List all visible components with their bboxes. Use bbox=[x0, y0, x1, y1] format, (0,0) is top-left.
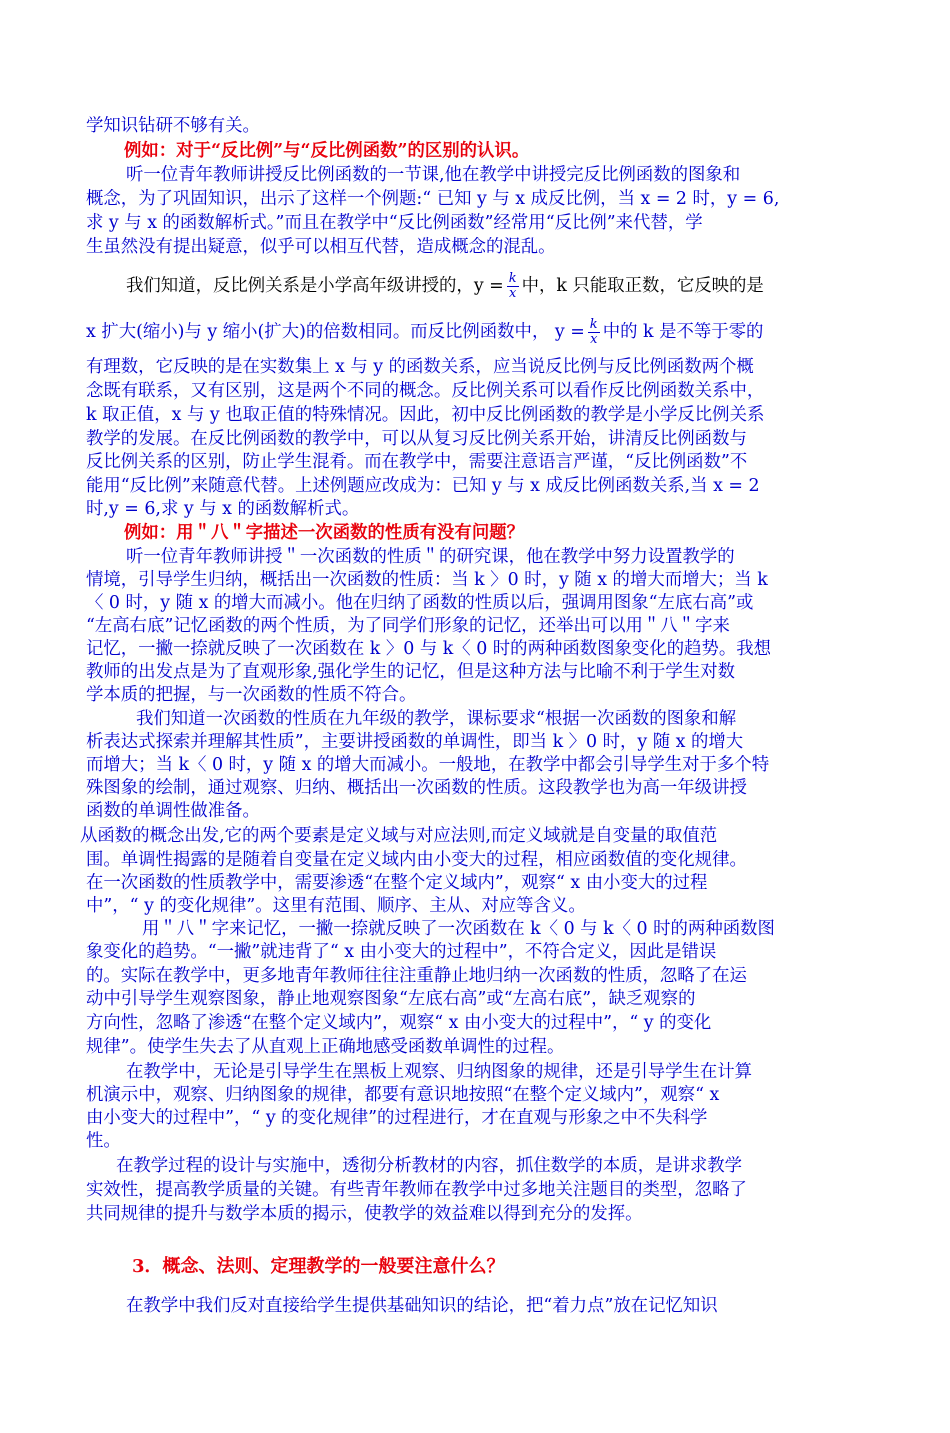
text-line: 在教学中，无论是引导学生在黑板上观察、归纳图象的规律，还是引导学生在计算 bbox=[126, 1062, 753, 1082]
text-line: 在教学过程的设计与实施中，透彻分析教材的内容，抓住数学的本质，是讲求教学 bbox=[116, 1156, 743, 1176]
text-line: 从函数的概念出发,它的两个要素是定义域与对应法则,而定义域就是自变量的取值范 bbox=[80, 826, 718, 846]
text-line: 有理数，它反映的是在实数集上 x 与 y 的函数关系，应当说反比例与反比例函数两个概 bbox=[86, 357, 754, 377]
text-line: 函数的单调性做准备。 bbox=[86, 801, 260, 821]
text-line: 用＂八＂字来记忆，一撇一捺就反映了一次函数在 k〈 0 与 k〈 0 时的两种函数图 bbox=[142, 919, 775, 939]
text-line: 学本质的把握，与一次函数的性质不符合。 bbox=[86, 685, 417, 705]
text-line: “左高右底”记忆函数的两个性质，为了同学们形象的记忆，还举出可以用＂八＂字来 bbox=[86, 616, 730, 636]
text-line: 共同规律的提升与数学本质的揭示，使教学的效益难以得到充分的发挥。 bbox=[86, 1204, 643, 1224]
text-line: 机演示中，观察、归纳图象的规律，都要有意识地按照“在整个定义域内”，观察“ x bbox=[86, 1085, 720, 1105]
text-line bbox=[86, 318, 763, 347]
text-line: 听一位青年教师讲授＂一次函数的性质＂的研究课，他在教学中努力设置教学的 bbox=[126, 547, 735, 567]
text-segment: x 扩大(缩小)与 y 缩小(扩大)的倍数相同。而反比例函数中， y = bbox=[86, 322, 585, 342]
text-line: 实效性，提高教学质量的关键。有些青年教师在教学中过多地关注题目的类型，忽略了 bbox=[86, 1180, 747, 1200]
text-line: 念既有联系，又有区别，这是两个不同的概念。反比例关系可以看作反比例函数关系中， bbox=[86, 381, 765, 401]
text-line: 中”，“ y 的变化规律”。这里有范围、顺序、主从、对应等含义。 bbox=[86, 896, 586, 916]
text-line: 教学的发展。在反比例函数的教学中，可以从复习反比例关系开始，讲清反比例函数与 bbox=[86, 429, 747, 449]
text-segment: 中，k 只能取正数，它反映的是 bbox=[521, 276, 764, 296]
text-line: 的。实际在教学中，更多地青年教师往往注重静止地归纳一次函数的性质，忽略了在运 bbox=[86, 966, 747, 986]
text-line: 时,y = 6,求 y 与 x 的函数解析式。 bbox=[86, 499, 360, 519]
text-line: 殊图象的绘制，通过观察、归纳、概括出一次函数的性质。这段教学也为高一年级讲授 bbox=[86, 778, 747, 798]
text-line: 反比例关系的区别，防止学生混肴。而在教学中，需要注意语言严谨，“反比例函数”不 bbox=[86, 452, 748, 472]
text-line: 动中引导学生观察图象，静止地观察图象“左底右高”或“左高右底”，缺乏观察的 bbox=[86, 989, 696, 1009]
fraction-k-over-x bbox=[507, 272, 519, 301]
text-line: 学知识钻研不够有关。 bbox=[86, 116, 260, 136]
fraction-k-over-x bbox=[588, 318, 600, 347]
text-line: 生虽然没有提出疑意，似乎可以相互代替，造成概念的混乱。 bbox=[86, 237, 556, 257]
example-heading: 例如：用＂八＂字描述一次函数的性质有没有问题？ bbox=[124, 523, 524, 543]
text-line: 方向性，忽略了渗透“在整个定义域内”，观察“ x 由小变大的过程中”，“ y 的变化 bbox=[86, 1013, 712, 1033]
text-line: 概念，为了巩固知识，出示了这样一个例题:“ 已知 y 与 x 成反比例，当 x = 2 时，y = 6, bbox=[86, 189, 780, 209]
text-line bbox=[126, 272, 764, 301]
text-line: 在教学中我们反对直接给学生提供基础知识的结论，把“着力点”放在记忆知识 bbox=[126, 1296, 718, 1316]
section-heading: 3．概念、法则、定理教学的一般要注意什么？ bbox=[132, 1256, 505, 1277]
text-line: 能用“反比例”来随意代替。上述例题应改成为：已知 y 与 x 成反比例函数关系,当 x = 2 bbox=[86, 476, 760, 496]
text-line: 教师的出发点是为了直观形象,强化学生的记忆，但是这种方法与比喻不利于学生对数 bbox=[86, 662, 735, 682]
text-line: 求 y 与 x 的函数解析式。”而且在教学中“反比例函数”经常用“反比例”来代替，学 bbox=[86, 213, 703, 233]
fraction-denominator: x bbox=[509, 286, 517, 301]
text-line: 围。单调性揭露的是随着自变量在定义域内由小变大的过程，相应函数值的变化规律。 bbox=[86, 850, 747, 870]
text-segment: 我们知道，反比例关系是小学高年级讲授的，y = bbox=[126, 276, 504, 296]
fraction-numerator: k bbox=[589, 317, 598, 332]
text-line: 〈 0 时，y 随 x 的增大而减小。他在归纳了函数的性质以后，强调用图象“左底右高”或 bbox=[86, 593, 754, 613]
text-line: 性。 bbox=[86, 1131, 121, 1151]
text-line: 我们知道一次函数的性质在九年级的教学，课标要求“根据一次函数的图象和解 bbox=[136, 709, 737, 729]
text-line: 而增大；当 k〈 0 时，y 随 x 的增大而减小。一般地，在教学中都会引导学生对于多个特 bbox=[86, 755, 770, 775]
text-line: 情境，引导学生归纳，概括出一次函数的性质：当 k 〉0 时，y 随 x 的增大而增大；当 k bbox=[86, 570, 768, 590]
text-line: 在一次函数的性质教学中，需要渗透“在整个定义域内”，观察“ x 由小变大的过程 bbox=[86, 873, 708, 893]
text-line: 析表达式探索并理解其性质”，主要讲授函数的单调性，即当 k 〉0 时，y 随 x 的增大 bbox=[86, 732, 744, 752]
text-line: 象变化的趋势。“一撇”就违背了“ x 由小变大的过程中”，不符合定义，因此是错误 bbox=[86, 942, 717, 962]
text-line: 记忆，一撇一捺就反映了一次函数在 k 〉0 与 k〈 0 时的两种函数图象变化的趋势。我想 bbox=[86, 639, 772, 659]
fraction-numerator: k bbox=[508, 271, 517, 286]
text-line: k 取正值，x 与 y 也取正值的特殊情况。因此，初中反比例函数的教学是小学反比例关系 bbox=[86, 405, 765, 425]
text-line: 由小变大的过程中”，“ y 的变化规律”的过程进行，才在直观与形象之中不失科学 bbox=[86, 1108, 708, 1128]
example-heading: 例如：对于“反比例”与“反比例函数”的区别的认识。 bbox=[124, 141, 530, 161]
fraction-denominator: x bbox=[590, 332, 598, 347]
text-line: 听一位青年教师讲授反比例函数的一节课,他在教学中讲授完反比例函数的图象和 bbox=[126, 165, 741, 185]
text-line: 规律”。使学生失去了从直观上正确地感受函数单调性的过程。 bbox=[86, 1037, 565, 1057]
text-segment: 中的 k 是不等于零的 bbox=[602, 322, 764, 342]
